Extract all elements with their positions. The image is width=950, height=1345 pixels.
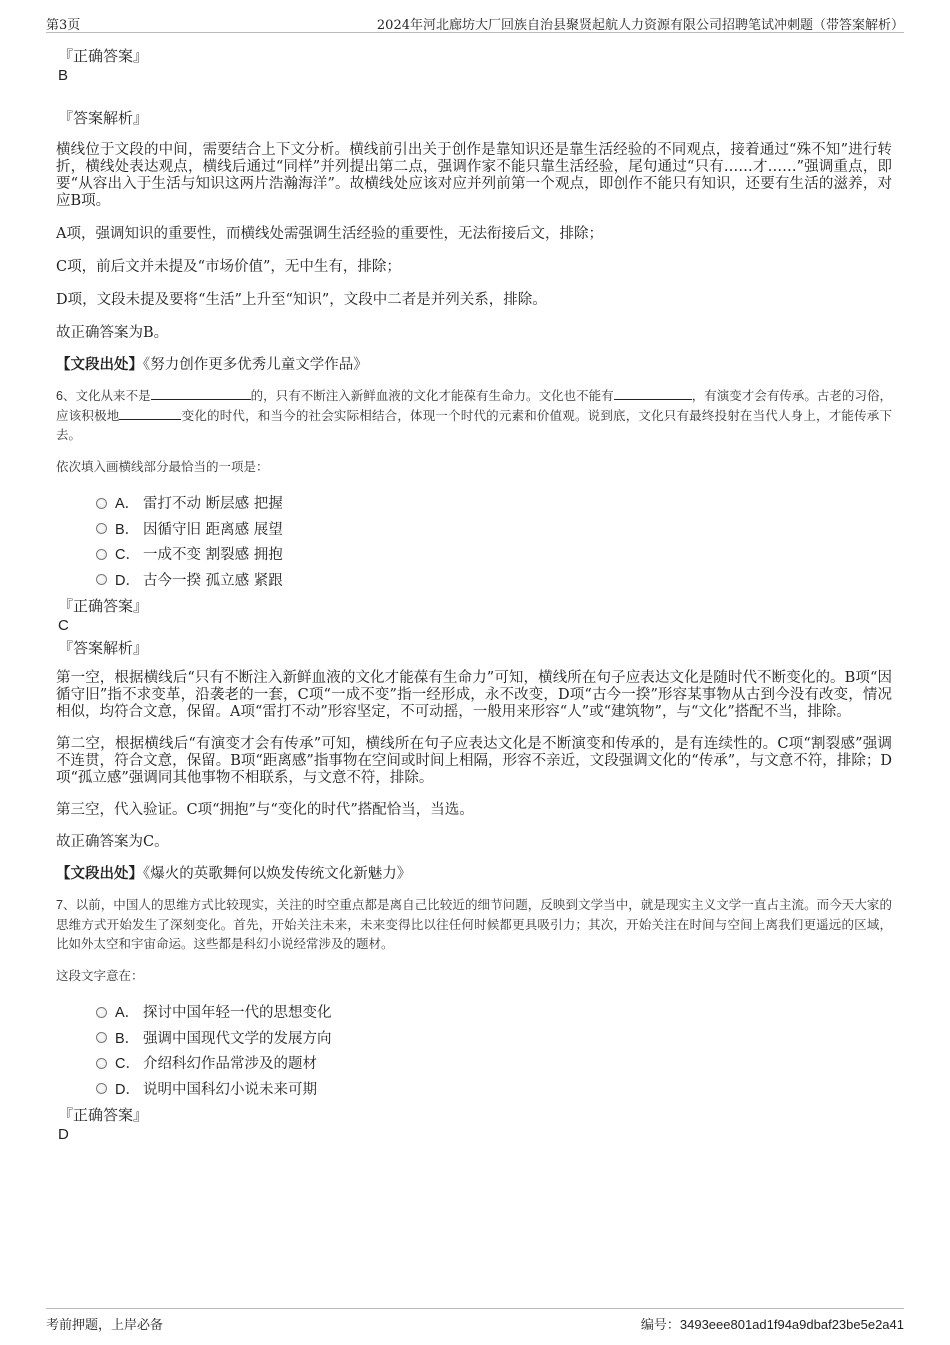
stem-text: 文化从来不是: [75, 388, 151, 403]
question-number: 6、: [56, 389, 76, 403]
option-a[interactable]: [96, 1001, 892, 1027]
option-text: 因循守旧 距离感 展望: [143, 521, 283, 538]
correct-answer-label: 『正确答案』: [58, 47, 149, 65]
page-footer: [46, 1308, 904, 1333]
option-letter: C．: [115, 547, 140, 563]
analysis-paragraph: A项，强调知识的重要性，而横线处需强调生活经验的重要性，无法衔接后文，排除；: [56, 226, 603, 242]
analysis-paragraph: C项，前后文并未提及“市场价值”，无中生有，排除；: [56, 259, 401, 275]
source-line: [56, 356, 892, 374]
footer-slogan: 考前押题，上岸必备: [46, 1318, 164, 1333]
source-tag: 【文段出处】: [56, 865, 143, 882]
option-text: 强调中国现代文学的发展方向: [143, 1030, 332, 1047]
radio-icon[interactable]: [96, 574, 107, 585]
correct-answer-value: D: [58, 1126, 69, 1143]
question-prompt: 这段文字意在：: [56, 968, 144, 983]
page-number: 第3页: [46, 18, 81, 33]
correct-answer-value: B: [58, 67, 69, 84]
analysis-label: 『答案解析』: [58, 639, 149, 657]
radio-icon[interactable]: [96, 1083, 107, 1094]
code-label: 编号：: [640, 1318, 680, 1333]
stem-text: ，有演变才会有传承。古老的习俗，应该积极地: [56, 388, 892, 423]
source-line: [56, 865, 892, 883]
main-content: [56, 44, 892, 1145]
option-letter: B．: [115, 1030, 140, 1047]
page-header: [46, 12, 904, 33]
correct-answer-label: 『正确答案』: [58, 597, 149, 615]
analysis-paragraph: 第一空，根据横线后“只有不断注入新鲜血液的文化才能葆有生命力”可知，横线所在句子应表达文化是随时代不断变化的。B项“因循守旧”指不求变革，沿袭老的一套，C项“一成不变”指一经形成，永不改变，D项“古今一揆”形容某事物从古到今没有改变，情况相似，均符合文意，保留。A项“雷打不动”形容坚定，不可动摇，一般用来形容“人”或“建筑物”，与“文化”搭配不当，排除。: [56, 670, 892, 720]
option-text: 介绍科幻作品常涉及的题材: [143, 1056, 317, 1072]
document-title: 2024年河北廊坊大厂回族自治县聚贤起航人力资源有限公司招聘笔试冲刺题（带答案解析）: [376, 18, 904, 33]
fill-blank: [614, 387, 692, 400]
radio-icon[interactable]: [96, 1058, 107, 1069]
option-text: 古今一揆 孤立感 紧跟: [143, 572, 283, 589]
option-b[interactable]: [96, 1027, 892, 1053]
stem-text: 变化的时代，和当今的社会实际相结合，体现一个时代的元素和价值观。说到底，文化只有最终投射在当代人身上，才能传承下去。: [56, 408, 892, 442]
option-d[interactable]: [96, 1078, 892, 1104]
radio-icon[interactable]: [96, 549, 107, 560]
option-a[interactable]: [96, 492, 892, 518]
option-text: 说明中国科幻小说未来可期: [143, 1081, 317, 1098]
option-text: 一成不变 割裂感 拥抱: [143, 547, 283, 563]
question-stem: [56, 386, 892, 444]
fill-blank: [151, 387, 251, 400]
analysis-paragraph: 横线位于文段的中间，需要结合上下文分析。横线前引出关于创作是靠知识还是靠生活经验的不同观点，接着通过“殊不知”进行转折，横线处表达观点，横线后通过“同样”并列提出第二点，强调作家不能只靠生活经验，尾句通过“只有……才……”强调重点，即要“从容出入于生活与知识这两片浩瀚海洋”。故横线处应该对应并列前第一个观点，即创作不能只有知识，还要有生活的滋养，对应B项。: [56, 142, 892, 209]
radio-icon[interactable]: [96, 523, 107, 534]
option-letter: A．: [115, 496, 140, 512]
document-code: [641, 1314, 904, 1333]
option-b[interactable]: [96, 518, 892, 544]
analysis-paragraph: 第三空，代入验证。C项“拥抱”与“变化的时代”搭配恰当，当选。: [56, 802, 474, 818]
code-value: 3493eee801ad1f94a9dbaf23be5e2a41: [679, 1317, 904, 1332]
analysis-paragraph: 第二空，根据横线后“有演变才会有传承”可知，横线所在句子应表达文化是不断演变和传承的，是有连续性的。C项“割裂感”强调不连贯，符合文意，保留。B项“距离感”指事物在空间或时间上相隔，形容不亲近，文段强调文化的“传承”，与文意不符，排除；D项“孤立感”强调同其他事物不相联系，与文意不符，排除。: [56, 736, 892, 786]
option-list: [96, 1001, 892, 1103]
option-list: [96, 492, 892, 594]
question-stem: [56, 895, 892, 953]
option-letter: D．: [115, 1081, 140, 1098]
option-c[interactable]: [96, 1052, 892, 1078]
radio-icon[interactable]: [96, 498, 107, 509]
stem-text: 的，只有不断注入新鲜血液的文化才能葆有生命力。文化也不能有: [250, 388, 614, 403]
option-text: 探讨中国年轻一代的思想变化: [143, 1005, 332, 1021]
option-letter: D．: [115, 572, 140, 589]
radio-icon[interactable]: [96, 1007, 107, 1018]
q6-answer-block: [56, 596, 892, 636]
q5-answer-block: [56, 46, 892, 86]
question-prompt: 依次填入画横线部分最恰当的一项是：: [56, 459, 269, 474]
source-tag: 【文段出处】: [56, 356, 143, 373]
analysis-paragraph: D项，文段未提及要将“生活”上升至“知识”，文段中二者是并列关系，排除。: [56, 292, 547, 308]
q7-answer-block: [56, 1105, 892, 1145]
option-letter: A．: [115, 1005, 140, 1021]
option-letter: B．: [115, 521, 140, 538]
option-letter: C．: [115, 1056, 140, 1072]
question-number: 7、: [56, 898, 76, 912]
fill-blank: [119, 407, 181, 420]
analysis-label: 『答案解析』: [58, 109, 149, 127]
radio-icon[interactable]: [96, 1032, 107, 1043]
source-title: 《爆火的英歌舞何以焕发传统文化新魅力》: [143, 866, 412, 882]
stem-text: 以前，中国人的思维方式比较现实，关注的时空重点都是离自己比较近的细节问题，反映到文学当中，就是现实主义文学一直占主流。而今天大家的思维方式开始发生了深刻变化。首先，开始关注未来，未来变得比以往任何时候都更具吸引力；其次，开始关注在时间与空间上离我们更遥远的区域，比如外太空和宇宙命运。这些都是科幻小说经常涉及的题材。: [56, 897, 892, 951]
option-text: 雷打不动 断层感 把握: [143, 496, 283, 512]
correct-answer-value: C: [58, 617, 69, 634]
correct-answer-label: 『正确答案』: [58, 1106, 149, 1124]
analysis-paragraph: 故正确答案为B。: [56, 325, 169, 341]
source-title: 《努力创作更多优秀儿童文学作品》: [143, 357, 368, 373]
option-d[interactable]: [96, 569, 892, 595]
analysis-paragraph: 故正确答案为C。: [56, 834, 169, 850]
option-c[interactable]: [96, 543, 892, 569]
